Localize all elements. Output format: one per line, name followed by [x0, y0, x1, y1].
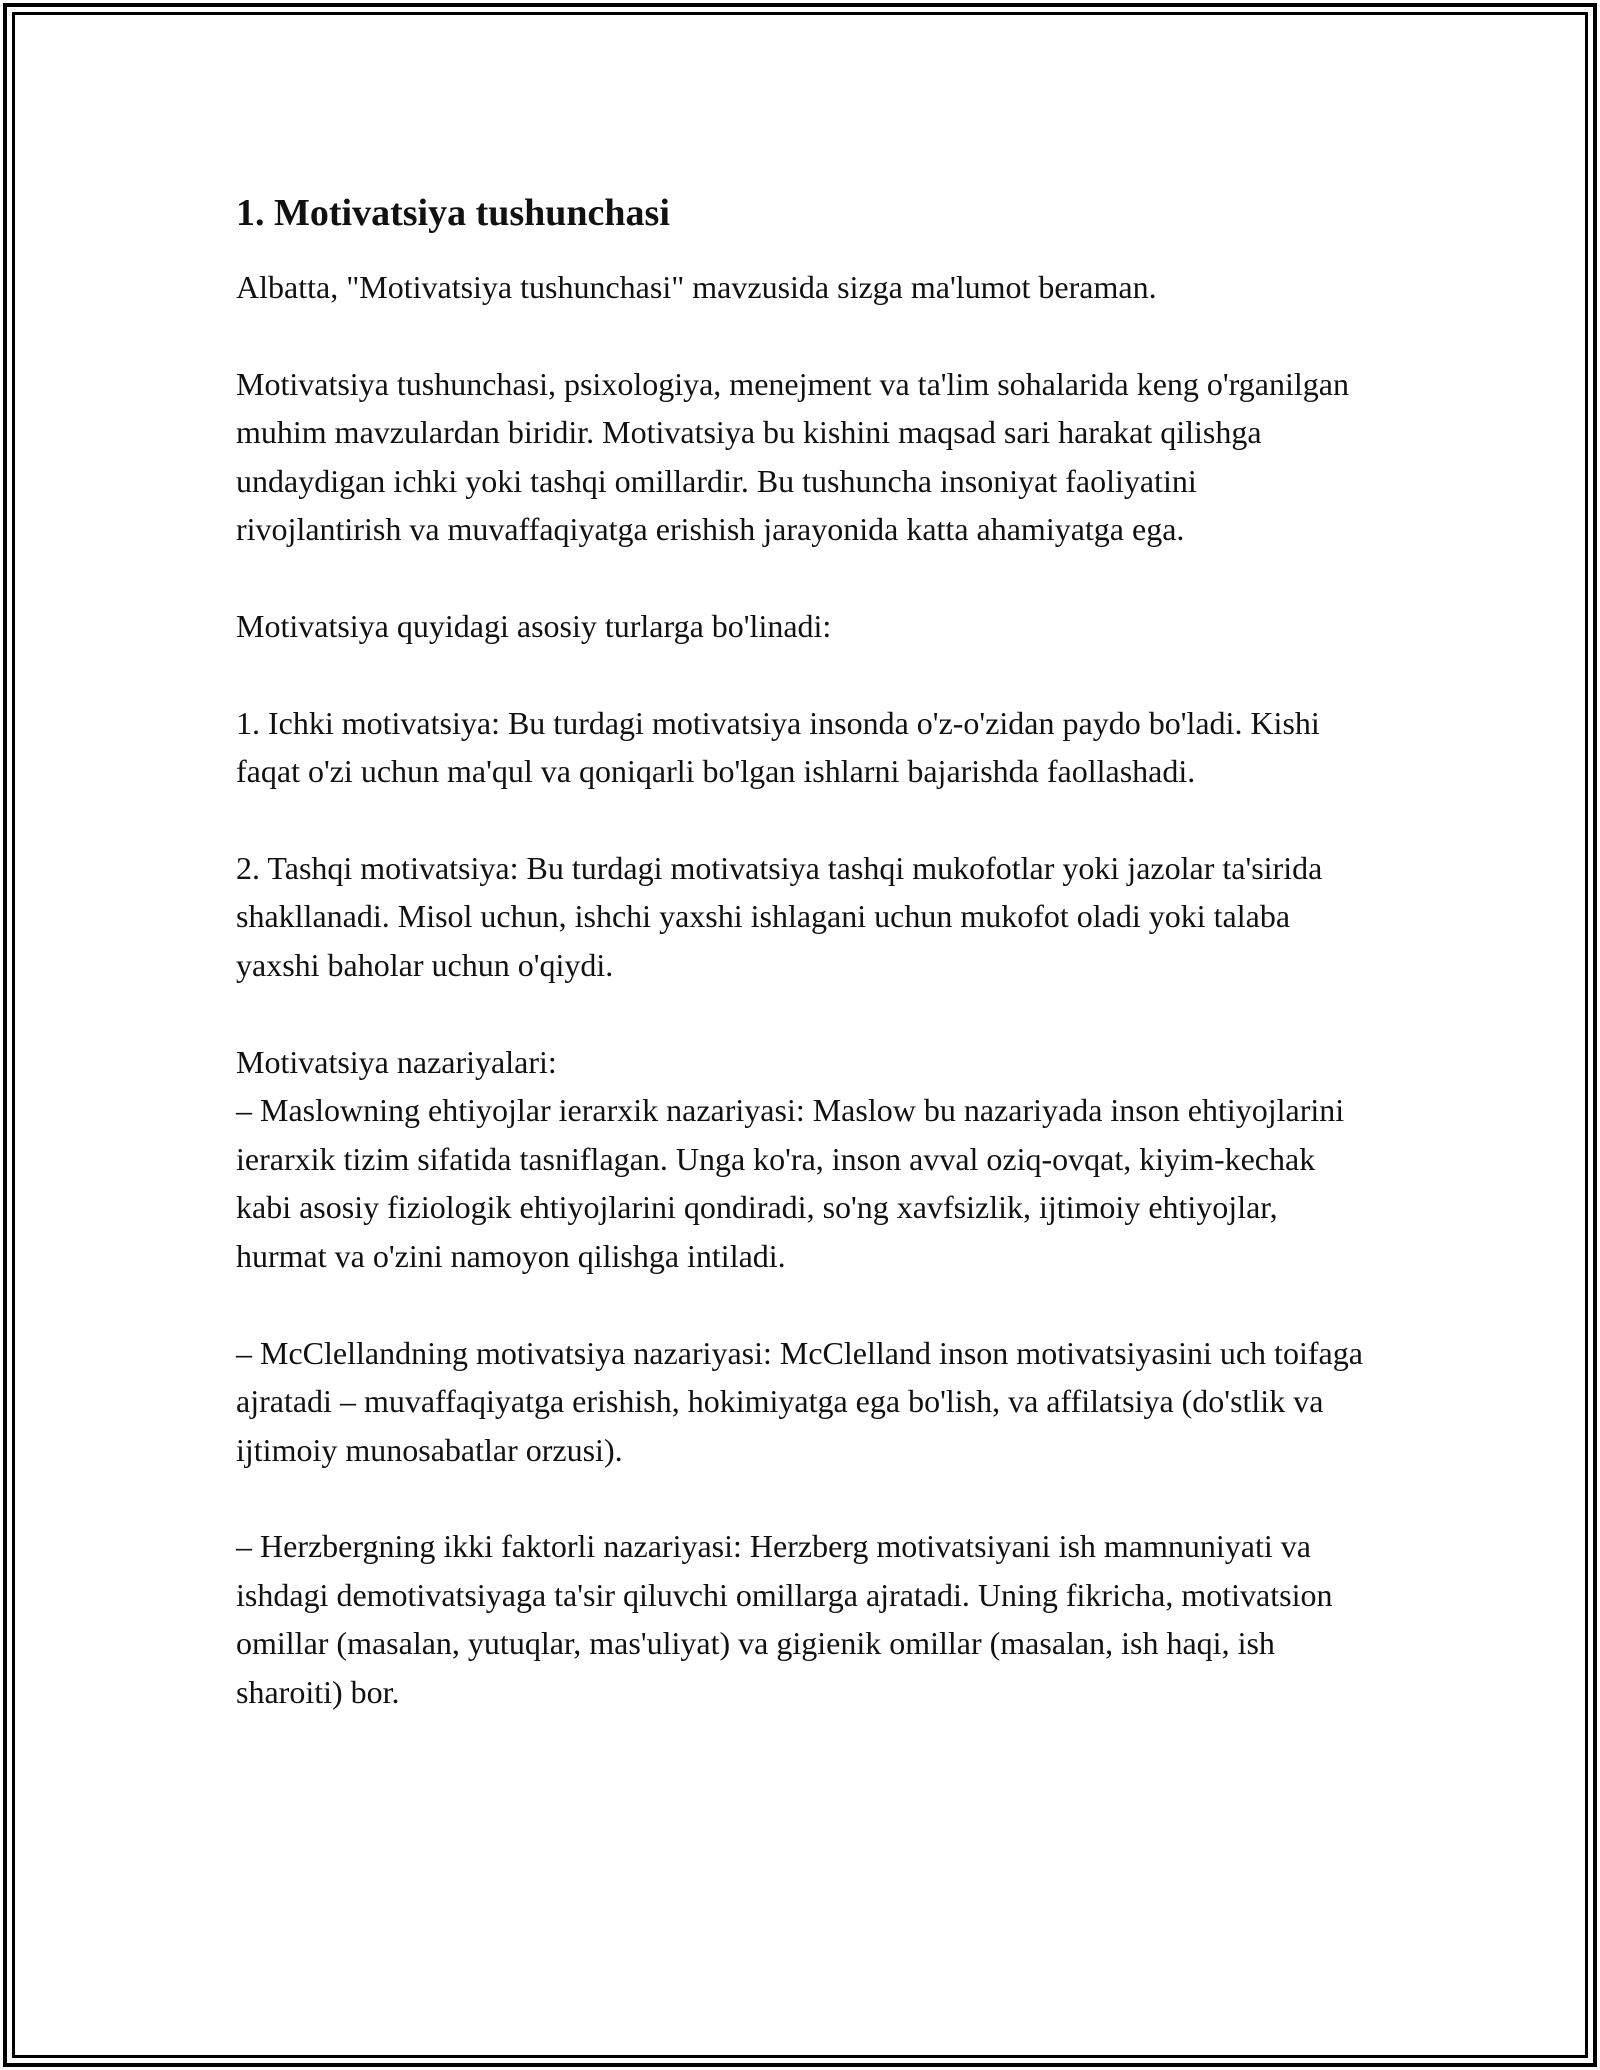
section-heading: 1. Motivatsiya tushunchasi — [236, 192, 670, 234]
maslow-theory-paragraph: – Maslowning ehtiyojlar ierarxik nazariyasi: Maslow bu nazariyada inson ehtiyojlarini ierarxik tizim sifatida tasniflagan. Unga ko'ra, inson avval oziq-ovqat, kiyim-kechak kabi asosiy fiziologik ehtiyojlarini qondiradi, so'ng xavfsizlik, ijtimoiy ehtiyojlar, hurmat va o'zini namoyon qilishga intiladi. — [236, 1092, 1345, 1274]
herzberg-theory-paragraph: – Herzbergning ikki faktorli nazariyasi: Herzberg motivatsiyani ish mamnuniyati va ishdagi demotivatsiyaga ta'sir qiluvchi omillarga ajratadi. Uning fikricha, motivatsion omillar (masalan, yutuqlar, mas'uliyat) va gigienik omillar (masalan, ish haqi, ish sharoiti) bor. — [236, 1528, 1333, 1711]
mcclelland-theory-paragraph: – McClellandning motivatsiya nazariyasi: McClelland inson motivatsiyasini uch toifaga ajratadi – muvaffaqiyatga erishish, hokimiyatga ega bo'lish, va affilatsiya (do'stlik va ijtimoiy munosabatlar orzusi). — [236, 1334, 1363, 1468]
document-body — [236, 185, 1366, 1765]
intro-paragraph: Albatta, "Motivatsiya tushunchasi" mavzusida sizga ma'lumot beraman. — [236, 269, 1157, 305]
definition-paragraph: Motivatsiya tushunchasi, psixologiya, menejment va ta'lim sohalarida keng o'rganilgan muhim mavzulardan biridir. Motivatsiya bu kishini maqsad sari harakat qilishga undaydigan ichki yoki tashqi omillardir. Bu tushuncha insoniyat faoliyatini rivojlantirish va muvaffaqiyatga erishish jarayonida katta ahamiyatga ega. — [236, 365, 1349, 548]
types-intro-paragraph: Motivatsiya quyidagi asosiy turlarga bo'linadi: — [236, 607, 832, 644]
internal-motivation-paragraph: 1. Ichki motivatsiya: Bu turdagi motivatsiya insonda o'z-o'zidan paydo bo'ladi. Kishi faqat o'zi uchun ma'qul va qoniqarli bo'lgan ishlarni bajarishda faollashadi. — [236, 704, 1320, 790]
theories-heading: Motivatsiya nazariyalari: — [236, 1043, 557, 1080]
external-motivation-paragraph: 2. Tashqi motivatsiya: Bu turdagi motivatsiya tashqi mukofotlar yoki jazolar ta'sirida shakllanadi. Misol uchun, ishchi yaxshi ishlagani uchun mukofot oladi yoki talaba yaxshi baholar uchun o'qiydi. — [236, 849, 1323, 983]
